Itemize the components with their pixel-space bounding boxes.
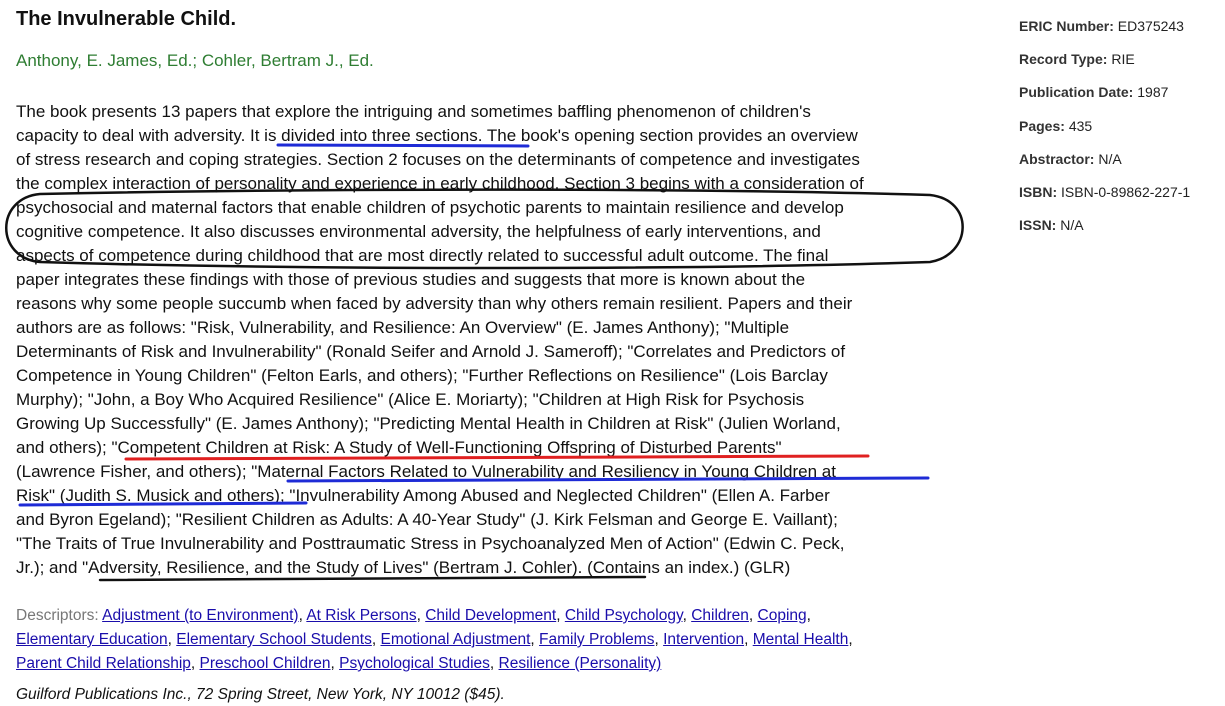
descriptor-link[interactable]: Preschool Children [199, 655, 331, 672]
meta-label: ISSN: [1019, 217, 1057, 233]
meta-label: Record Type: [1019, 51, 1108, 67]
abstract-line: (Lawrence Fisher, and others); "Maternal Factors Related to Vulnerability and Resiliency in Young Children at [16, 462, 836, 481]
meta-publication-date [1019, 84, 1168, 100]
descriptor-link[interactable]: Intervention [663, 631, 745, 648]
meta-value: RIE [1111, 51, 1135, 67]
meta-eric-number [1019, 18, 1184, 34]
abstract-line: the complex interaction of personality and experience in early childhood. Section 3 begins with a consideration of [16, 174, 864, 193]
abstract-line: psychosocial and maternal factors that enable children of psychotic parents to maintain resilience and develop [16, 198, 844, 217]
descriptor-link[interactable]: Elementary Education [16, 631, 168, 648]
descriptors-label: Descriptors: [16, 607, 99, 624]
descriptor-link[interactable]: At Risk Persons [306, 607, 417, 624]
abstract-line: reasons why some people succumb when faced by adversity than why others remain resilient. Papers and their [16, 294, 853, 313]
abstract-line: Competence in Young Children" (Felton Earls, and others); "Further Reflections on Resilience" (Lois Barclay [16, 366, 828, 385]
meta-isbn [1019, 184, 1190, 200]
meta-value: 1987 [1137, 84, 1169, 100]
abstract-line: and Byron Egeland); "Resilient Children as Adults: A 40-Year Study" (J. Kirk Felsman and George E. Vaillant); [16, 510, 838, 529]
meta-label: ISBN: [1019, 184, 1058, 200]
descriptor-link[interactable]: Resilience (Personality) [498, 655, 662, 672]
abstract-line: The book presents 13 papers that explore the intriguing and sometimes baffling phenomenon of children's [16, 102, 811, 121]
meta-abstractor [1019, 151, 1122, 167]
abstract-line: Murphy); "John, a Boy Who Acquired Resilience" (Alice E. Moriarty); "Children at High Risk for Psychosis [16, 390, 805, 409]
publisher-info: Guilford Publications Inc., 72 Spring Street, New York, NY 10012 ($45). [16, 686, 505, 703]
abstract-line: capacity to deal with adversity. It is divided into three sections. The book's opening section provides an overview [16, 126, 858, 145]
descriptor-link[interactable]: Adjustment (to Environment) [102, 607, 299, 624]
meta-value: N/A [1098, 151, 1122, 167]
abstract-line: Risk" (Judith S. Musick and others); "Invulnerability Among Abused and Neglected Children" (Ellen A. Farber [16, 486, 830, 505]
descriptor-link[interactable]: Child Development [425, 607, 557, 624]
descriptor-link[interactable]: Family Problems [539, 631, 655, 648]
abstract-line: Growing Up Successfully" (E. James Anthony); "Predicting Mental Health in Children at Risk" (Julien Worland, [16, 414, 841, 433]
descriptor-link[interactable]: Parent Child Relationship [16, 655, 191, 672]
abstract-line: aspects of competence during childhood that are most directly related to successful adult outcome. The final [16, 246, 829, 265]
abstract-line: and others); "Competent Children at Risk: A Study of Well-Functioning Offspring of Disturbed Parents" [16, 438, 782, 457]
meta-label: Publication Date: [1019, 84, 1134, 100]
descriptor-link[interactable]: Children [691, 607, 749, 624]
meta-record-type [1019, 51, 1135, 67]
meta-value: ISBN-0-89862-227-1 [1061, 184, 1191, 200]
meta-pages [1019, 118, 1092, 134]
abstract-line: paper integrates these findings with those of previous studies and suggests that more is known about the [16, 270, 806, 289]
meta-label: Abstractor: [1019, 151, 1095, 167]
descriptor-link[interactable]: Emotional Adjustment [380, 631, 531, 648]
descriptors: Descriptors: Adjustment (to Environment), At Risk Persons, Child Development, Child Psychology, Children, Coping, Elementary Education, Elementary School Students, Emotional Adjustment, Family Problems, Intervention, Mental Health, Parent Child Relationship, Preschool Children, Psychological Studies, Resilience (Personality) [16, 607, 853, 672]
meta-issn [1019, 217, 1084, 233]
meta-value: 435 [1068, 118, 1093, 134]
abstract-line: of stress research and coping strategies. Section 2 focuses on the determinants of competence and investigates [16, 150, 860, 169]
record-authors: Anthony, E. James, Ed.; Cohler, Bertram J., Ed. [16, 51, 374, 70]
abstract-line: cognitive competence. It also discusses environmental adversity, the helpfulness of early interventions, and [16, 222, 821, 241]
descriptor-link[interactable]: Elementary School Students [176, 631, 372, 648]
descriptor-link[interactable]: Coping [757, 607, 807, 624]
descriptor-link[interactable]: Mental Health [752, 631, 849, 648]
abstract-line: Jr.); and "Adversity, Resilience, and the Study of Lives" (Bertram J. Cohler). (Contains an index.) (GLR) [16, 558, 791, 577]
meta-label: ERIC Number: [1019, 18, 1114, 34]
record-title: The Invulnerable Child. [16, 8, 237, 30]
abstract-line: Determinants of Risk and Invulnerability" (Ronald Seifer and Arnold J. Sameroff); "Correlates and Predictors of [16, 342, 846, 361]
descriptor-link[interactable]: Child Psychology [564, 607, 683, 624]
meta-value: N/A [1060, 217, 1084, 233]
meta-value: ED375243 [1117, 18, 1184, 34]
abstract-line: "The Traits of True Invulnerability and Posttraumatic Stress in Psychoanalyzed Men of Action" (Edwin C. Peck, [16, 534, 845, 553]
descriptor-link[interactable]: Psychological Studies [339, 655, 490, 672]
meta-label: Pages: [1019, 118, 1065, 134]
abstract-line: authors are as follows: "Risk, Vulnerability, and Resilience: An Overview" (E. James Anthony); "Multiple [16, 318, 790, 337]
